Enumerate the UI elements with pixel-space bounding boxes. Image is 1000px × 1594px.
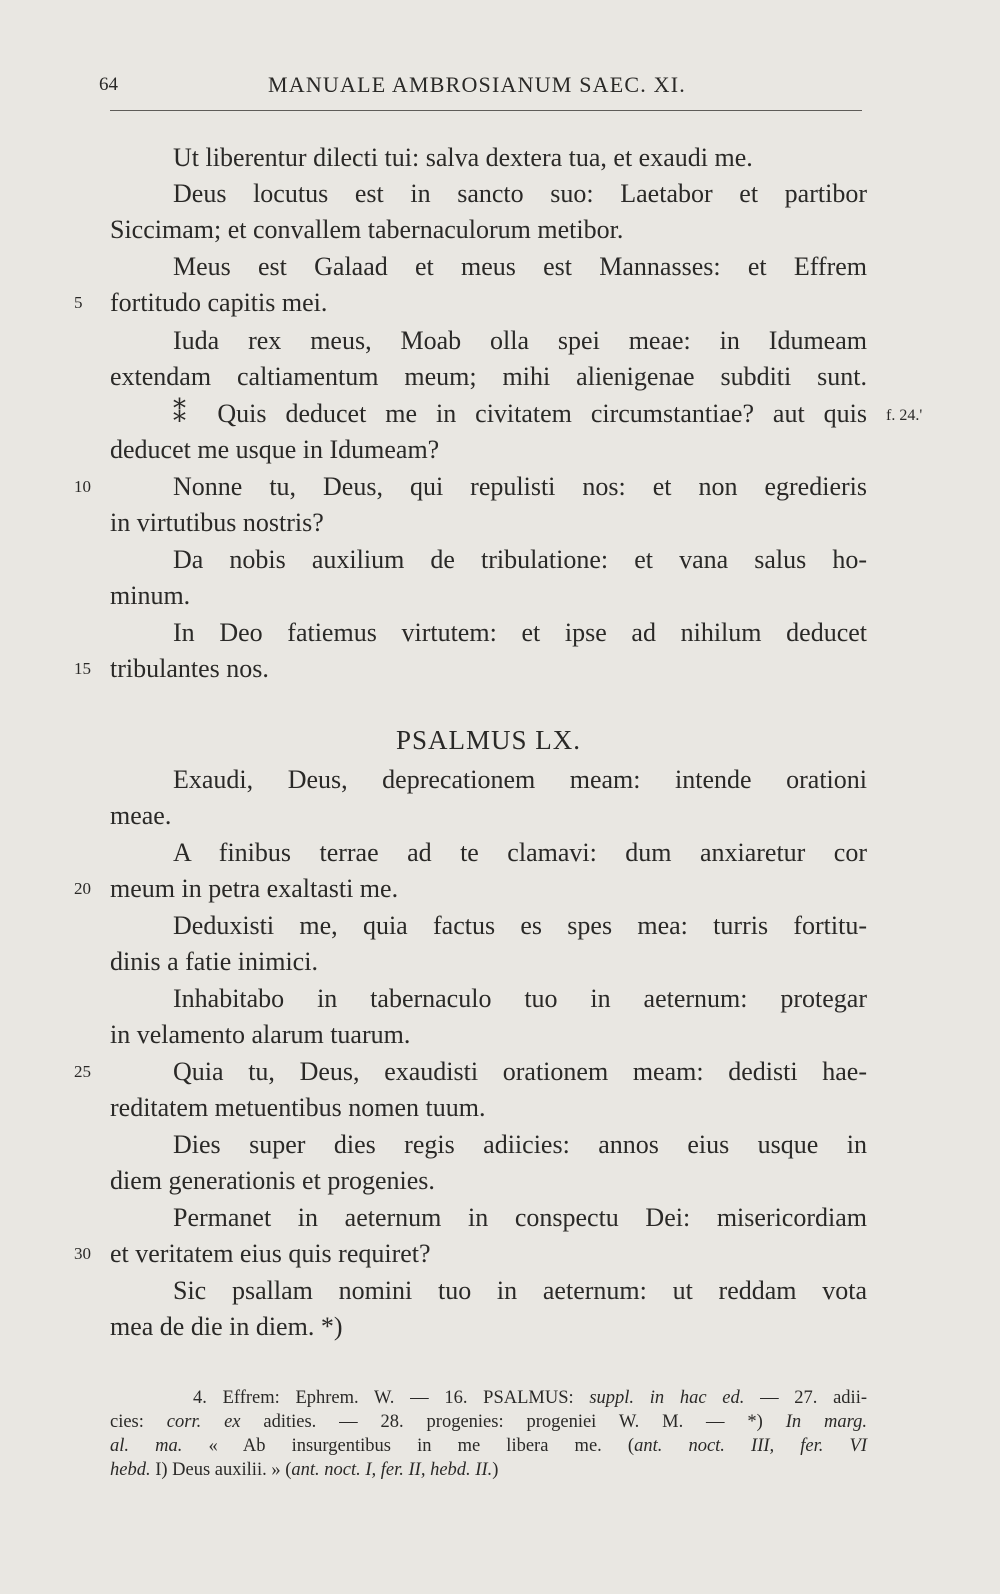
text-line: Sic psallam nomini tuo in aeternum: ut reddam vota (173, 1276, 867, 1305)
text-line: mea de die in diem. *) (110, 1312, 343, 1341)
footnote-line: al. ma. « Ab insurgentibus in me libera me. (ant. noct. III, fer. VI (110, 1436, 867, 1456)
text-line: Deus locutus est in sancto suo: Laetabor et partibor (173, 179, 867, 208)
text-line: Ut liberentur dilecti tui: salva dextera tua, et exaudi me. (173, 143, 753, 172)
text-line: Nonne tu, Deus, qui repulisti nos: et non egredieris (173, 472, 867, 501)
text-line: in virtutibus nostris? (110, 508, 324, 537)
text-line: reditatem metuentibus nomen tuum. (110, 1093, 486, 1122)
text-line: deducet me usque in Idumeam? (110, 435, 440, 464)
line-number: 5 (74, 293, 83, 312)
footnote-line: 4. Effrem: Ephrem. W. — 16. PSALMUS: suppl. in hac ed. — 27. adii- (193, 1388, 867, 1408)
page-number: 64 (99, 74, 118, 95)
psalm-heading: PSALMUS LX. (395, 725, 582, 755)
footnote-line: cies: corr. ex adities. — 28. progenies: progeniei W. M. — *) In marg. (110, 1412, 867, 1432)
text-line: Meus est Galaad et meus est Mannasses: et Effrem (173, 252, 867, 281)
text-line: Quia tu, Deus, exaudisti orationem meam: dedisti hae- (173, 1057, 867, 1086)
header-rule (110, 110, 862, 111)
line-number: 20 (74, 879, 91, 898)
text-line: fortitudo capitis mei. (110, 288, 328, 317)
text-line: minum. (110, 581, 191, 610)
text-line: A finibus terrae ad te clamavi: dum anxiaretur cor (173, 838, 867, 867)
text-line: Da nobis auxilium de tribulatione: et vana salus ho- (173, 545, 867, 574)
text-line: Deduxisti me, quia factus es spes mea: turris fortitu- (173, 911, 867, 940)
text-line: in velamento alarum tuarum. (110, 1020, 411, 1049)
footnote-line: hebd. I) Deus auxilii. » (ant. noct. I, fer. II, hebd. II.) (110, 1460, 499, 1480)
text-line: dinis a fatie inimici. (110, 947, 318, 976)
text-line: et veritatem eius quis requiret? (110, 1239, 431, 1268)
line-number: 15 (74, 659, 91, 678)
line-number: 25 (74, 1062, 91, 1081)
text-line: Siccimam; et convallem tabernaculorum metibor. (110, 215, 624, 244)
running-title: MANUALE AMBROSIANUM SAEC. XI. (268, 72, 686, 97)
text-line: Permanet in aeternum in conspectu Dei: misericordiam (173, 1203, 867, 1232)
text-line: diem generationis et progenies. (110, 1166, 435, 1195)
line-number: 10 (74, 477, 91, 496)
text-line: extendam caltiamentum meum; mihi alienigenae subditi sunt. (110, 362, 867, 391)
text-line: Inhabitabo in tabernaculo tuo in aeternum: protegar (173, 984, 867, 1013)
text-line: meum in petra exaltasti me. (110, 874, 399, 903)
text-line: Exaudi, Deus, deprecationem meam: intende orationi (173, 765, 867, 794)
text-line: Dies super dies regis adiicies: annos eius usque in (173, 1130, 867, 1159)
text-line: tribulantes nos. (110, 654, 269, 683)
text-line: Iuda rex meus, Moab olla spei meae: in Idumeam (173, 326, 867, 355)
text-line: meae. (110, 801, 172, 830)
folio-margin-note: f. 24.' (886, 407, 923, 424)
text-line: In Deo fatiemus virtutem: et ipse ad nihilum deducet (173, 618, 867, 647)
text-line: ⁑ Quis deducet me in civitatem circumstantiae? aut quis (173, 399, 867, 428)
line-number: 30 (74, 1244, 91, 1263)
